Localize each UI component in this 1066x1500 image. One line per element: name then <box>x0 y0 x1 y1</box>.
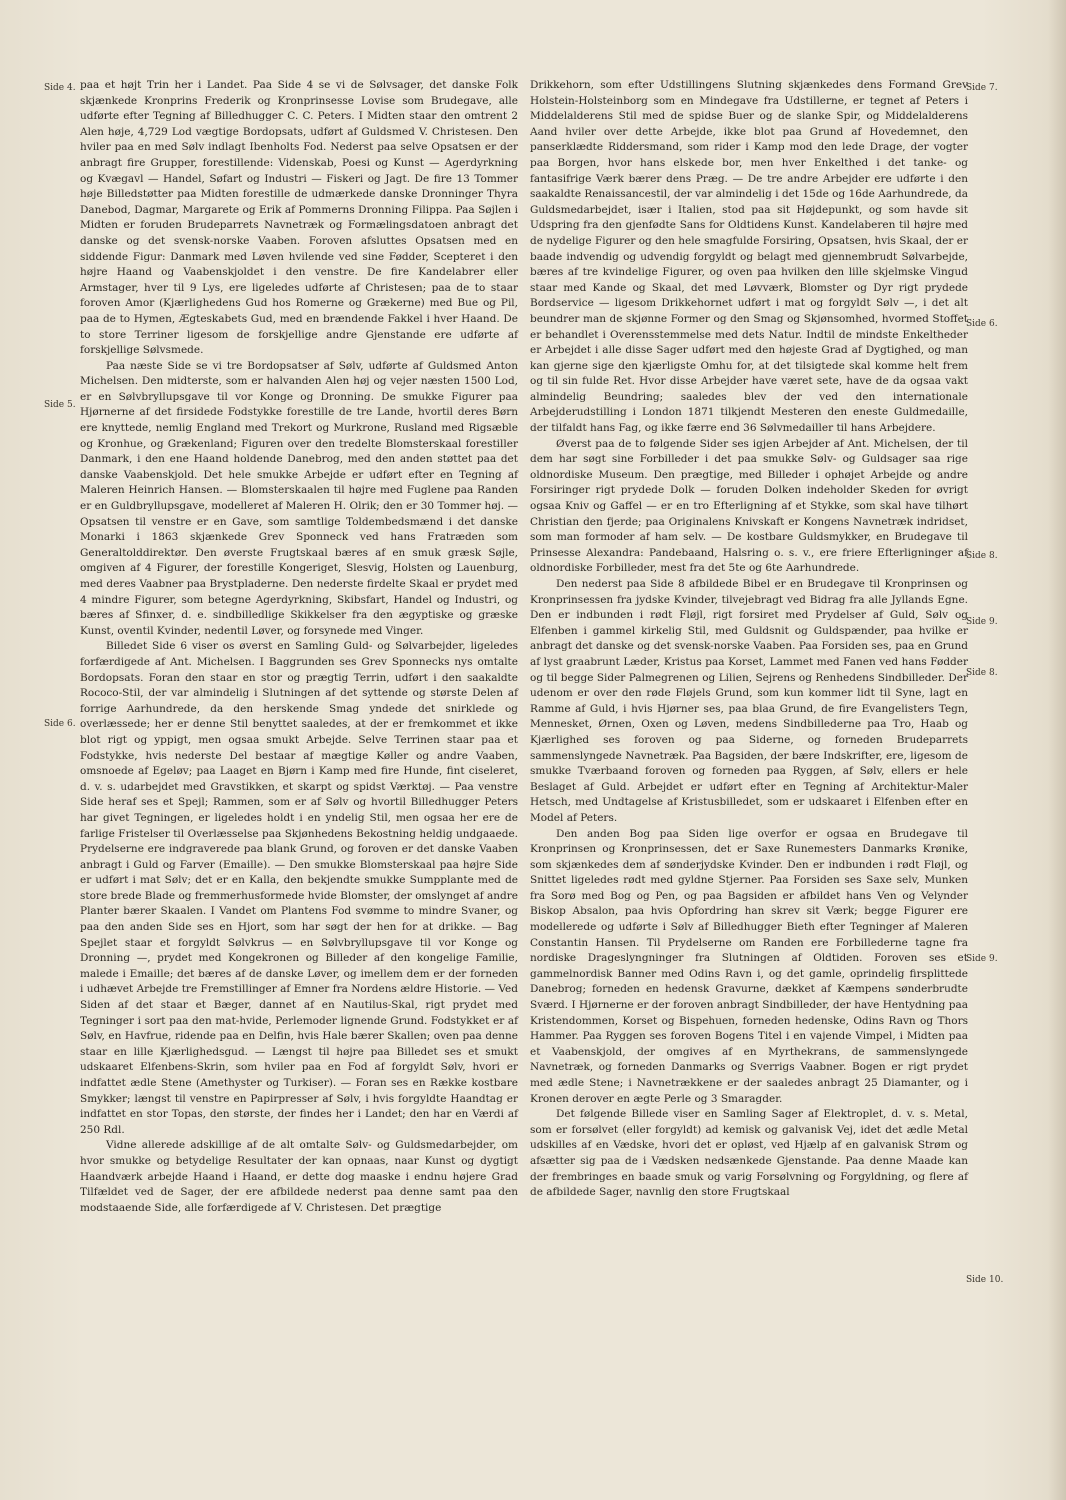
margin-note-side-8-b: Side 8. <box>966 668 998 678</box>
left-column <box>80 78 518 1216</box>
right-paragraph-3: Den nederst paa Side 8 afbildede Bibel er en Brudegave til Kronprinsen og Kronprinsessen fra jydske Kvinder, tilvejebragt ved Bidrag fra alle Jyllands Egne. Den er indbunden i rødt Fløjl, rigt forsiret med Prydelser af Guld, Sølv og Elfenben i gammel kirkelig Stil, med Guldsnit og Guldspænder, paa hvilke er anbragt det danske og det svensk-norske Vaaben. Paa Forsiden ses, paa en Grund af lyst graabrunt Læder, Kristus paa Korset, Lammet med Fanen ved hans Fødder og til begge Sider Palmegrenen og Lilien, Sejrens og Renhedens Sindbilleder. Der udenom er over den røde Fløjels Grund, som kun kommer lidt til Syne, lagt en Ramme af Guld, i hvis Hjørner ses, paa blaa Grund, de fire Evangelisters Tegn, Mennesket, Ørnen, Oxen og Løven, medens Sindbillederne paa Tro, Haab og Kjærlighed ses foroven og paa Siderne, og forneden Brudeparrets sammenslyngede Navnetræk. Paa Bagsiden, der bære Indskrifter, ere, ligesom de smukke Tværbaand foroven og forneden paa Ryggen, af Sølv, ellers er hele Beslaget af Guld. Arbejdet er udført efter en Tegning af Architektur-Maler Hetsch, med Undtagelse af Kristusbilledet, som er udskaaret i Elfenben efter en Model af Peters. <box>530 578 968 824</box>
margin-note-side-6-right: Side 6. <box>966 319 998 329</box>
margin-note-side-9-b: Side 9. <box>966 954 998 964</box>
right-paragraph-5: Det følgende Billede viser en Samling Sager af Elektroplet, d. v. s. Metal, som er forsølvet (eller forgyldt) ad kemisk og galvanisk Vej, idet det ædle Metal udskilles af en Vædske, hvori det er opløst, ved Hjælp af en galvanisk Strøm og afsætter sig paa de i Vædsken nedsænkede Gjenstande. Paa denne Maade kan der frembringes en baade smuk og varig Forsølvning og Forgyldning, og flere af de afbildede Sager, navnlig den store Frugtskaal <box>530 1108 968 1199</box>
left-paragraph-2: Paa næste Side se vi tre Bordopsatser af Sølv, udførte af Guldsmed Anton Michelsen. Den midterste, som er halvanden Alen høj og vejer næsten 1500 Lod, er en Sølvbryllupsgave til vor Konge og Dronning. De smukke Figurer paa Hjørnerne af det firsidede Fodstykke forestille de tre Lande, hvortil deres Børn ere knyttede, nemlig England med Trekort og Murkrone, Rusland med Rigsæble og Kronhue, og Grækenland; Figuren over den tredelte Blomsterskaal forestiller Danmark, i den ene Haand holdende Danebrog, med den anden støttet paa det danske Vaabenskjold. Det hele smukke Arbejde er udført efter en Tegning af Maleren Heinrich Hansen. — Blomsterskaalen til højre med Fuglene paa Randen er en Guldbryllupsgave, modelleret af Maleren H. Olrik; den er 30 Tommer høj. — Opsatsen til venstre er en Gave, som samtlige Toldembedsmænd i det danske Monarki i 1863 skjænkede Grev Sponneck ved hans Fratræden som Generaltolddirektør. Den øverste Frugtskaal bæres af en smuk græsk Søjle, omgiven af 4 Figurer, der forestille Kongeriget, Slesvig, Holsten og Lauenburg, med deres Vaabner paa Brystpladerne. Den nederste firdelte Skaal er prydet med 4 mindre Figurer, som betegne Agerdyrkning, Skibsfart, Handel og Industri, og bæres af Sfinxer, d. e. sindbilledlige Skikkelser fra den ægyptiske og græske Kunst, oventil Kvinder, nedentil Løver, og forsynede med Vinger. <box>80 359 518 637</box>
page-edge-shadow <box>1048 0 1066 1500</box>
margin-note-side-10: Side 10. <box>966 1275 1004 1285</box>
margin-note-side-8-a: Side 8. <box>966 551 998 561</box>
margin-note-side-5: Side 5. <box>44 400 76 410</box>
right-paragraph-1: Drikkehorn, som efter Udstillingens Slutning skjænkedes dens Formand Grev Holstein-Holsteinborg som en Mindegave fra Udstillerne, er tegnet af Peters i Middelalderens Stil med de spidse Buer og de slanke Spir, og Middelalderens Aand hviler over dette Arbejde, ikke blot paa Grund af Hovedemnet, den panserklædte Riddersmand, som rider i Kamp mod den lede Drage, der vogter paa Borgen, hvor hans elskede bor, men hver Enkelthed i det tanke- og fantasifrige Værk bærer dens Præg. — De tre andre Arbejder ere udførte i den saakaldte Renaissancestil, der var almindelig i det 15de og 16de Aarhundrede, da Guldsmedarbejdet, især i Italien, stod paa sit Højdepunkt, og som havde sit Udspring fra den gjenfødte Sans for Oldtidens Kunst. Kandelaberen til højre med de nydelige Figurer og den hele smagfulde Forsiring, Opsatsen, hvis Skaal, der er baade indvendig og udvendig forgyldt og belagt med gjennembrudt Sølvarbejde, bæres af tre kvindelige Figurer, og oven paa hvilken den lille skjelmske Vingud staar med Kande og Skaal, det med Løvværk, Blomster og Dyr rigt prydede Bordservice — ligesom Drikkehornet udført i mat og forgyldt Sølv —, i det alt beundrer man de skjønne Former og den Smag og Skjønsomhed, hvormed Stoffet er behandlet i Overensstemmelse med dets Natur. Indtil de mindste Enkeltheder er Arbejdet i alle disse Sager udført med den højeste Grad af Dygtighed, og man kan gjerne sige den kjærligste Omhu for, at det tilsigtede skal komme helt frem og til sin fulde Ret. Hvor disse Arbejder have været sete, have de da ogsaa vakt almindelig Beundring; saaledes blev der ved den internationale Arbejderudstilling i London 1871 tilkjendt Mesteren den eneste Guldmedaille, der tilfaldt hans Fag, og ikke færre end 36 Sølvmedailler til hans Arbejdere. <box>530 79 968 435</box>
margin-note-side-6-left: Side 6. <box>44 719 76 729</box>
margin-note-side-7: Side 7. <box>966 83 998 93</box>
left-paragraph-1: paa et højt Trin her i Landet. Paa Side 4 se vi de Sølvsager, det danske Folk skjænkede Kronprins Frederik og Kronprinsesse Lovise som Brudegave, alle udførte efter Tegning af Billedhugger C. C. Peters. I Midten staar den omtrent 2 Alen høje, 4,729 Lod vægtige Bordopsats, udført af Guldsmed V. Christesen. Den hviler paa en med Sølv indlagt Ibenholts Fod. Nederst paa selve Opsatsen er der anbragt fire Grupper, forestillende: Videnskab, Poesi og Kunst — Agerdyrkning og Kvægavl — Handel, Søfart og Industri — Fiskeri og Jagt. De fire 13 Tommer høje Billedstøtter paa Midten forestille de udmærkede danske Dronninger Thyra Danebod, Dagmar, Margarete og Erik af Pommerns Dronning Filippa. Paa Søjlen i Midten er foruden Brudeparrets Navnetræk og Formælingsdatoen anbragt det danske og det svensk-norske Vaaben. Foroven afsluttes Opsatsen med en siddende Figur: Danmark med Løven hvilende ved sine Fødder, Scepteret i den højre Haand og Vaabenskjoldet i den venstre. De fire Kandelabrer eller Armstager, hver til 9 Lys, ere ligeledes udførte af Christesen; paa de to staar foroven Amor (Kjærlighedens Gud hos Romerne og Grækerne) med Bue og Pil, paa de to Hymen, Ægteskabets Gud, med en brændende Fakkel i hver Haand. De to store Terriner ligesom de forskjellige andre Gjenstande ere udførte af forskjellige Sølvsmede. <box>80 79 518 357</box>
right-paragraph-4: Den anden Bog paa Siden lige overfor er ogsaa en Brudegave til Kronprinsen og Kronprinsessen, det er Saxe Runemesters Danmarks Krønike, som skjænkedes dem af sønderjydske Kvinder. Den er indbunden i rødt Fløjl, og Snittet ligeledes rødt med gyldne Stjerner. Paa Forsiden ses Saxe selv, Munken fra Sorø med Bog og Pen, og paa Bagsiden er afbildet hans Ven og Velynder Biskop Absalon, paa hvis Opfordring han skrev sit Værk; begge Figurer ere modellerede og udførte i Sølv af Billedhugger Bieth efter Tegninger af Maleren Constantin Hansen. Til Prydelserne om Randen ere Forbillederne tagne fra nordiske Drageslyngninger fra Slutningen af Oldtiden. Foroven ses et gammelnordisk Banner med Odins Ravn i, og det gamle, oprindelig firsplittede Danebrog; forneden en hedensk Gravurne, dækket af Kæmpens sønderbrudte Sværd. I Hjørnerne er der foroven anbragt Sindbilleder, der have Hentydning paa Kristendommen, Korset og Bispehuen, forneden hedenske, Odins Ravn og Thors Hammer. Paa Ryggen ses foroven Bogens Titel i en vajende Vimpel, i Midten paa et Vaabenskjold, der omgives af en Myrthekrans, de sammenslyngede Navnetræk, og forneden Danmarks og Sverrigs Vaabner. Bogen er rigt prydet med ædle Stene; i Navnetrækkene er der saaledes anbragt 25 Diamanter, og i Kronen derover en ægte Perle og 3 Smaragder. <box>530 827 968 1105</box>
right-column <box>530 78 968 1201</box>
margin-note-side-4: Side 4. <box>44 83 76 93</box>
right-paragraph-2: Øverst paa de to følgende Sider ses igjen Arbejder af Ant. Michelsen, der til dem har søgt sine Forbilleder i det paa smukke Sølv- og Guldsager saa rige oldnordiske Museum. Den prægtige, med Billeder i ophøjet Arbejde og andre Forsiringer rigt prydede Dolk — foruden Dolken indeholder Skeden for øvrigt ogsaa Kniv og Gaffel — er en tro Efterligning af et Stykke, som skal have tilhørt Christian den fjerde; paa Originalens Knivskaft er Kongens Navnetræk indridset, som man formoder af ham selv. — De kostbare Guldsmykker, en Brudegave til Prinsesse Alexandra: Pandebaand, Halsring o. s. v., ere friere Efterligninger af oldnordiske Forbilleder, mest fra det 5te og 6te Aarhundrede. <box>530 437 968 575</box>
left-paragraph-4: Vidne allerede adskillige af de alt omtalte Sølv- og Guldsmedarbejder, om hvor smukke og betydelige Resultater der kan opnaas, naar Kunst og dygtigt Haandværk arbejde Haand i Haand, er dette dog maaske i endnu højere Grad Tilfældet ved de Sager, der ere afbildede nederst paa denne samt paa den modstaaende Side, alle forfærdigede af V. Christesen. Det prægtige <box>80 1139 518 1214</box>
margin-note-side-9-a: Side 9. <box>966 617 998 627</box>
left-paragraph-3: Billedet Side 6 viser os øverst en Samling Guld- og Sølvarbejder, ligeledes forfærdigede af Ant. Michelsen. I Baggrunden ses Grev Sponnecks nys omtalte Bordopsats. Foran den staar en stor og prægtig Terrin, udført i den saakaldte Rococo-Stil, der var almindelig i Slutningen af det syttende og største Delen af forrige Aarhundrede, da den herskende Smag yndede det snirklede og overlæssede; her er denne Stil benyttet saaledes, at der er fremkommet et ikke blot rigt og yppigt, men ogsaa smukt Arbejde. Selve Terrinen staar paa et Fodstykke, hvis nederste Del bestaar af mægtige Køller og andre Vaaben, omsnoede af Egeløv; paa Laaget en Bjørn i Kamp med fire Hunde, fint ciseleret, d. v. s. udarbejdet med Gravstikken, et skarpt og spidst Værktøj. — Paa venstre Side heraf ses et Spejl; Rammen, som er af Sølv og hvortil Billedhugger Peters har givet Tegningen, er ligeledes holdt i en yndelig Stil, men ogsaa her ere de farlige Fristelser til Overlæsselse paa Skjønhedens Bekostning heldig undgaaede. Prydelserne ere indgraverede paa blank Grund, og foroven er det danske Vaaben anbragt i Guld og Farver (Emaille). — Den smukke Blomsterskaal paa højre Side er udført i mat Sølv; det er en Kalla, den bekjendte smukke Sumpplante med de store brede Blade og fremmerhusformede hvide Blomster, der omslynget af andre Planter bærer Skaalen. I Vandet om Plantens Fod svømme to mindre Svaner, og paa den anden Side ses en Hjort, som har søgt der hen for at drikke. — Bag Spejlet staar et forgyldt Sølvkrus — en Sølvbryllupsgave til vor Konge og Dronning —, prydet med Kongekronen og Billeder af den kongelige Familie, malede i Emaille; det bæres af de danske Løver, og imellem dem er der forneden i udhævet Arbejde tre Fremstillinger af Emner fra Nordens ældre Historie. — Ved Siden af det staar et Bæger, dannet af en Nautilus-Skal, rigt prydet med Tegninger i sort paa den mat-hvide, Perlemoder lignende Grund. Fodstykket er af Sølv, en Havfrue, ridende paa en Delfin, hvis Hale bærer Skallen; oven paa denne staar en lille Kjærlighedsgud. — Længst til højre paa Billedet ses et smukt udskaaret Elfenbens-Skrin, som hviler paa en Fod af forgyldt Sølv, hvori er indfattet ædle Stene (Amethyster og Turkiser). — Foran ses en Række kostbare Smykker; længst til venstre en Papirpresser af Sølv, i hvis forgyldte Haandtag er indfattet en stor Topas, den største, der findes her i Landet; den har en Værdi af 250 Rdl. <box>80 640 518 1136</box>
